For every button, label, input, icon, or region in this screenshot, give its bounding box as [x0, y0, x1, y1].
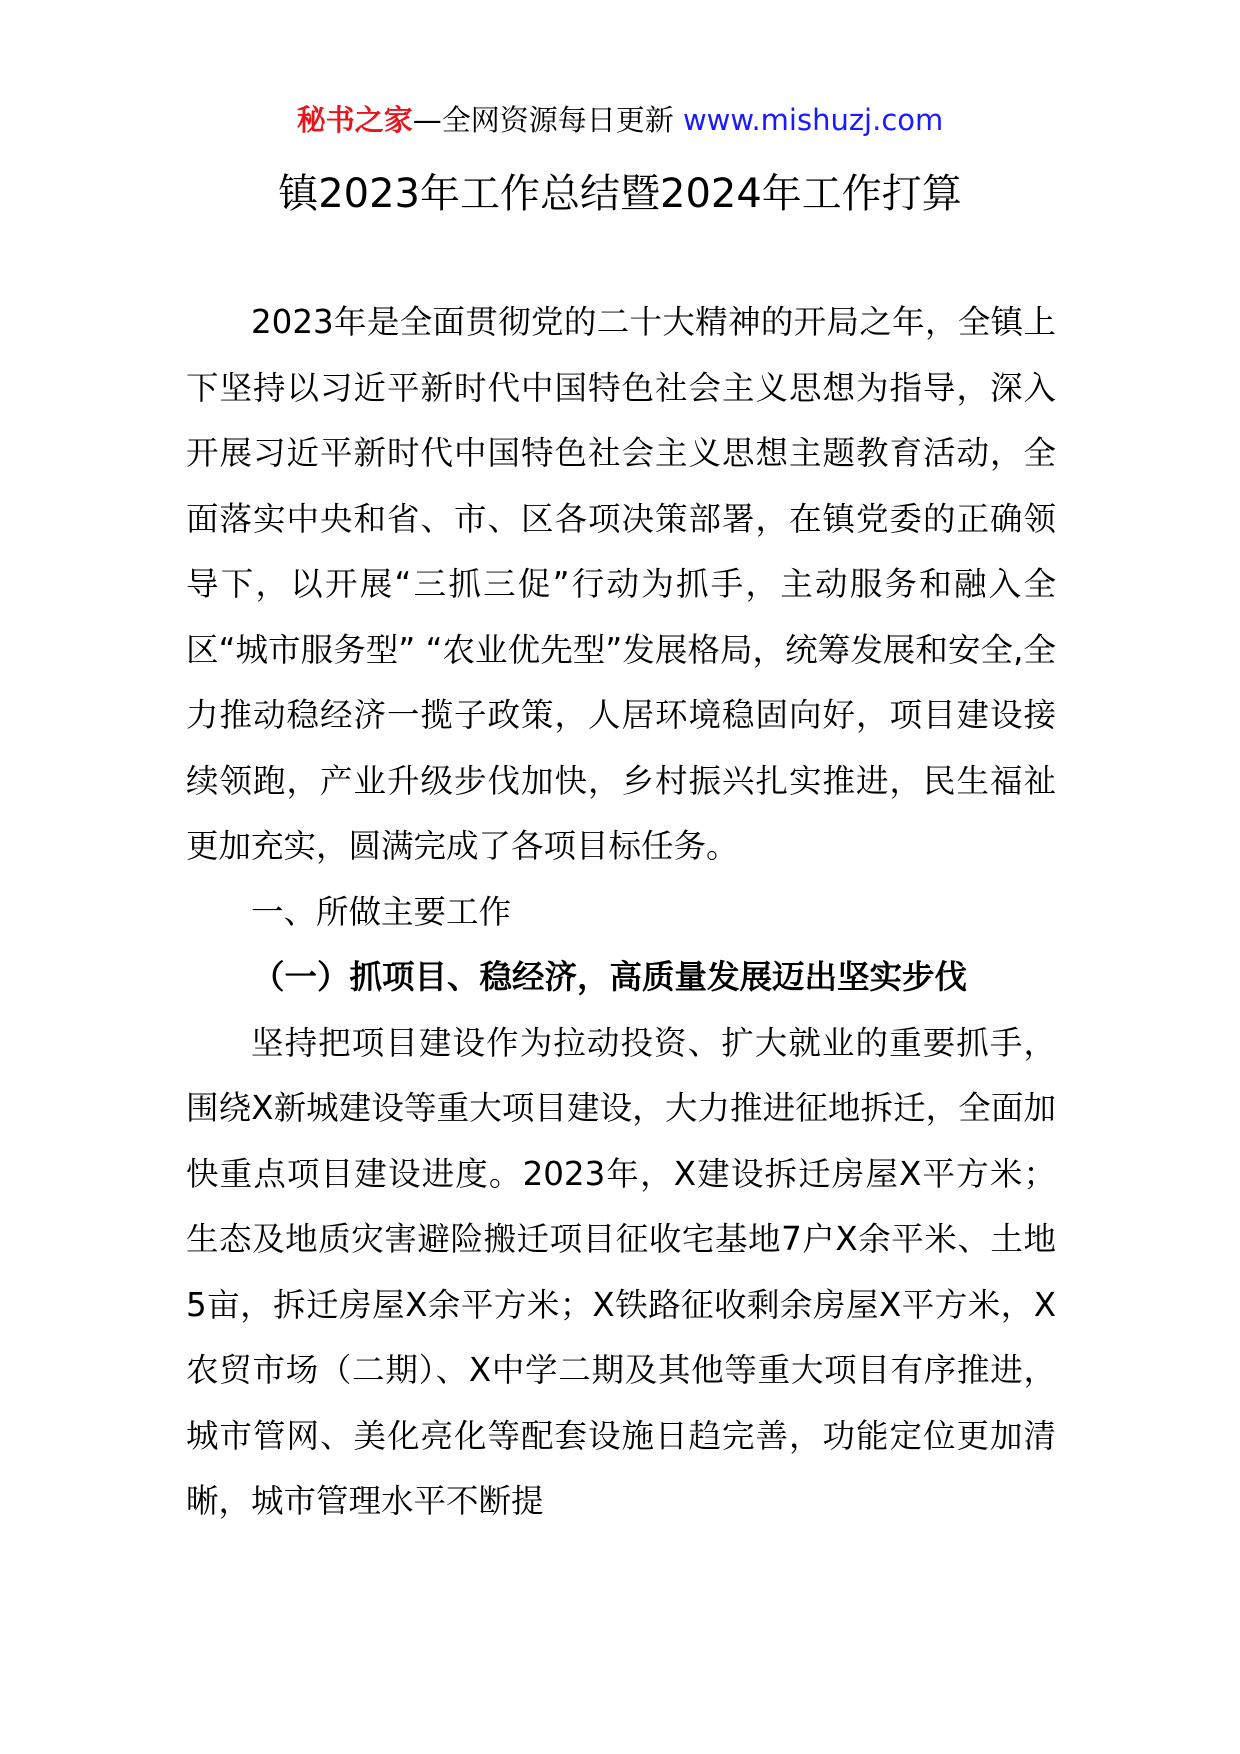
brand-tagline: —全网资源每日更新 — [412, 103, 674, 137]
document-title: 镇2023年工作总结暨2024年工作打算 — [278, 171, 962, 217]
subsection-heading: （一）抓项目、稳经济，高质量发展迈出坚实步伐 — [252, 958, 968, 996]
intro-paragraph: 2023年是全面贯彻党的二十大精神的开局之年，全镇上下坚持以习近平新时代中国特色社会主义思想为指导，深入开展习近平新时代中国特色社会主义思想主题教育活动，全面落实中央和省、市、区各项决策部署，在镇党委的正确领导下，以开展“三抓三促”行动为抓手，主动服务和融入全区“城市服务型” “农业优先型”发展格局，统筹发展和安全,全力推动稳经济一揽子政策，人居环境稳固向好，项目建设接续领跑，产业升级步伐加快，乡村振兴扎实推进，民生福祉更加充实，圆满完成了各项目标任务。 — [186, 303, 1056, 865]
document-body — [186, 290, 1056, 1535]
brand-name: 秘书之家 — [296, 103, 413, 137]
section-heading: 一、所做主要工作 — [251, 892, 512, 931]
brand-url[interactable]: www.mishuzj.com — [682, 103, 944, 137]
section-paragraph: 坚持把项目建设作为拉动投资、扩大就业的重要抓手，围绕X新城建设等重大项目建设，大力推进征地拆迁，全面加快重点项目建设进度。2023年，X建设拆迁房屋X平方米；生态及地质灾害避险搬迁项目征收宅基地7户X余平米、土地5亩，拆迁房屋X余平方米；X铁路征收剩余房屋X平方米，X农贸市场（二期）、X中学二期及其他等重大项目有序推进，城市管网、美化亮化等配套设施日趋完善，功能定位更加清晰，城市管理水平不断提 — [186, 1023, 1056, 1520]
watermark-header — [0, 100, 1240, 140]
